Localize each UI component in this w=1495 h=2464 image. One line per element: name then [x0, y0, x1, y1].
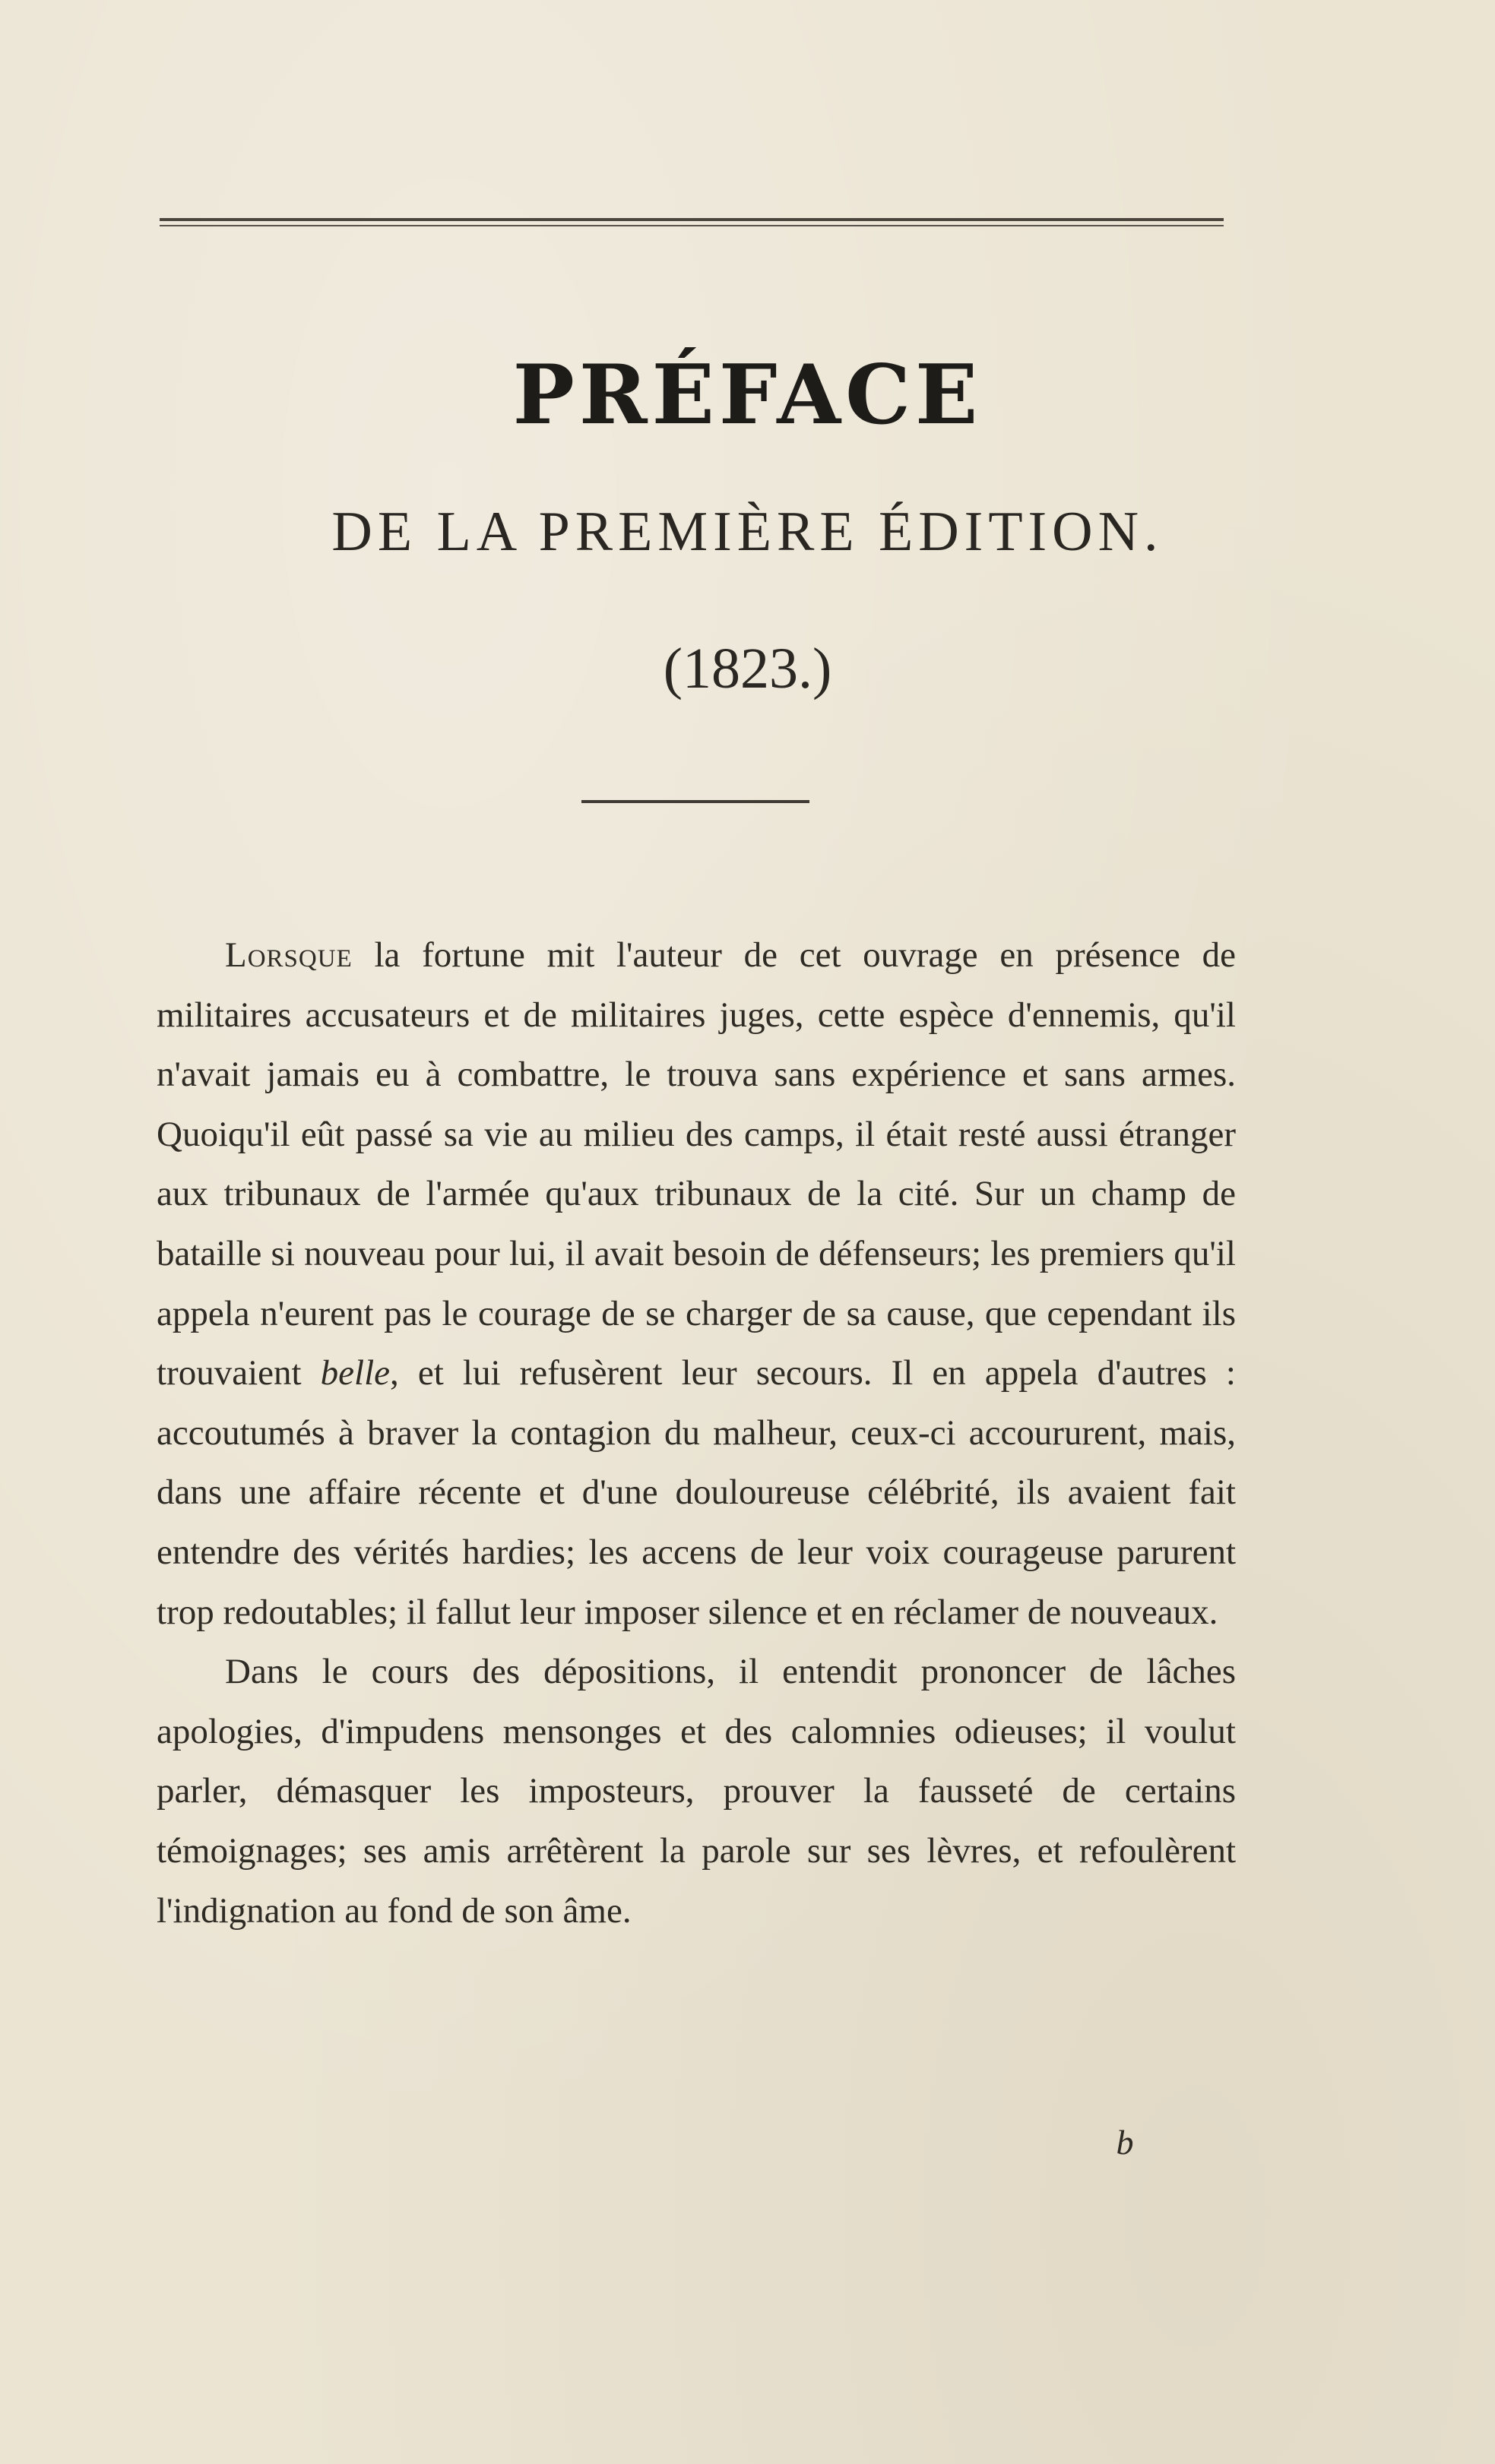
- title-separator-rule: [581, 800, 809, 803]
- edition-year: (1823.): [663, 637, 832, 701]
- paragraph-lead-word: Lorsque: [225, 935, 353, 975]
- preface-body: [157, 925, 1236, 1941]
- paragraph-1: [157, 925, 1236, 1642]
- paragraph-1-end: , et lui refusèrent leur secours. Il en appela d'autres : accoutumés à braver la contagion du malheur, ceux-ci accoururent, mais, dans une affaire récente et d'une douloureuse célébrité, ils avaient fait entendre des vérités hardies; les accens de leur voix courageuse parurent trop redoutables; il fallut leur imposer silence et en réclamer de nouveaux.: [157, 1353, 1236, 1632]
- paragraph-1-text: la fortune mit l'auteur de cet ouvrage en présence de militaires accusateurs et de militaires juges, cette espèce d'ennemis, qu'il n'avait jamais eu à combattre, le trouva sans expérience et sans armes. Quoiqu'il eût passé sa vie au milieu des camps, il était resté aussi étranger aux tribunaux de l'armée qu'aux tribunaux de la cité. Sur un champ de bataille si nouveau pour lui, il avait besoin de défenseurs; les premiers qu'il appela n'eurent pas le courage de se charger de sa cause, que cependant ils trouvaient: [157, 935, 1236, 1393]
- signature-mark: b: [1116, 2123, 1134, 2162]
- paragraph-1-italic: belle: [320, 1353, 390, 1393]
- page-title: PRÉFACE: [512, 347, 983, 443]
- rule-thick: [160, 218, 1224, 221]
- page-subtitle: DE LA PREMIÈRE ÉDITION.: [331, 501, 1164, 563]
- paragraph-2: Dans le cours des dépositions, il entendit prononcer de lâches apologies, d'impudens mensonges et des calomnies odieuses; il voulut parler, démasquer les imposteurs, prouver la fausseté de certains témoignages; ses amis arrêtèrent la parole sur ses lèvres, et refoulèrent l'indignation au fond de son âme.: [157, 1652, 1236, 1931]
- rule-thin: [160, 225, 1224, 226]
- header-double-rule: [160, 218, 1224, 229]
